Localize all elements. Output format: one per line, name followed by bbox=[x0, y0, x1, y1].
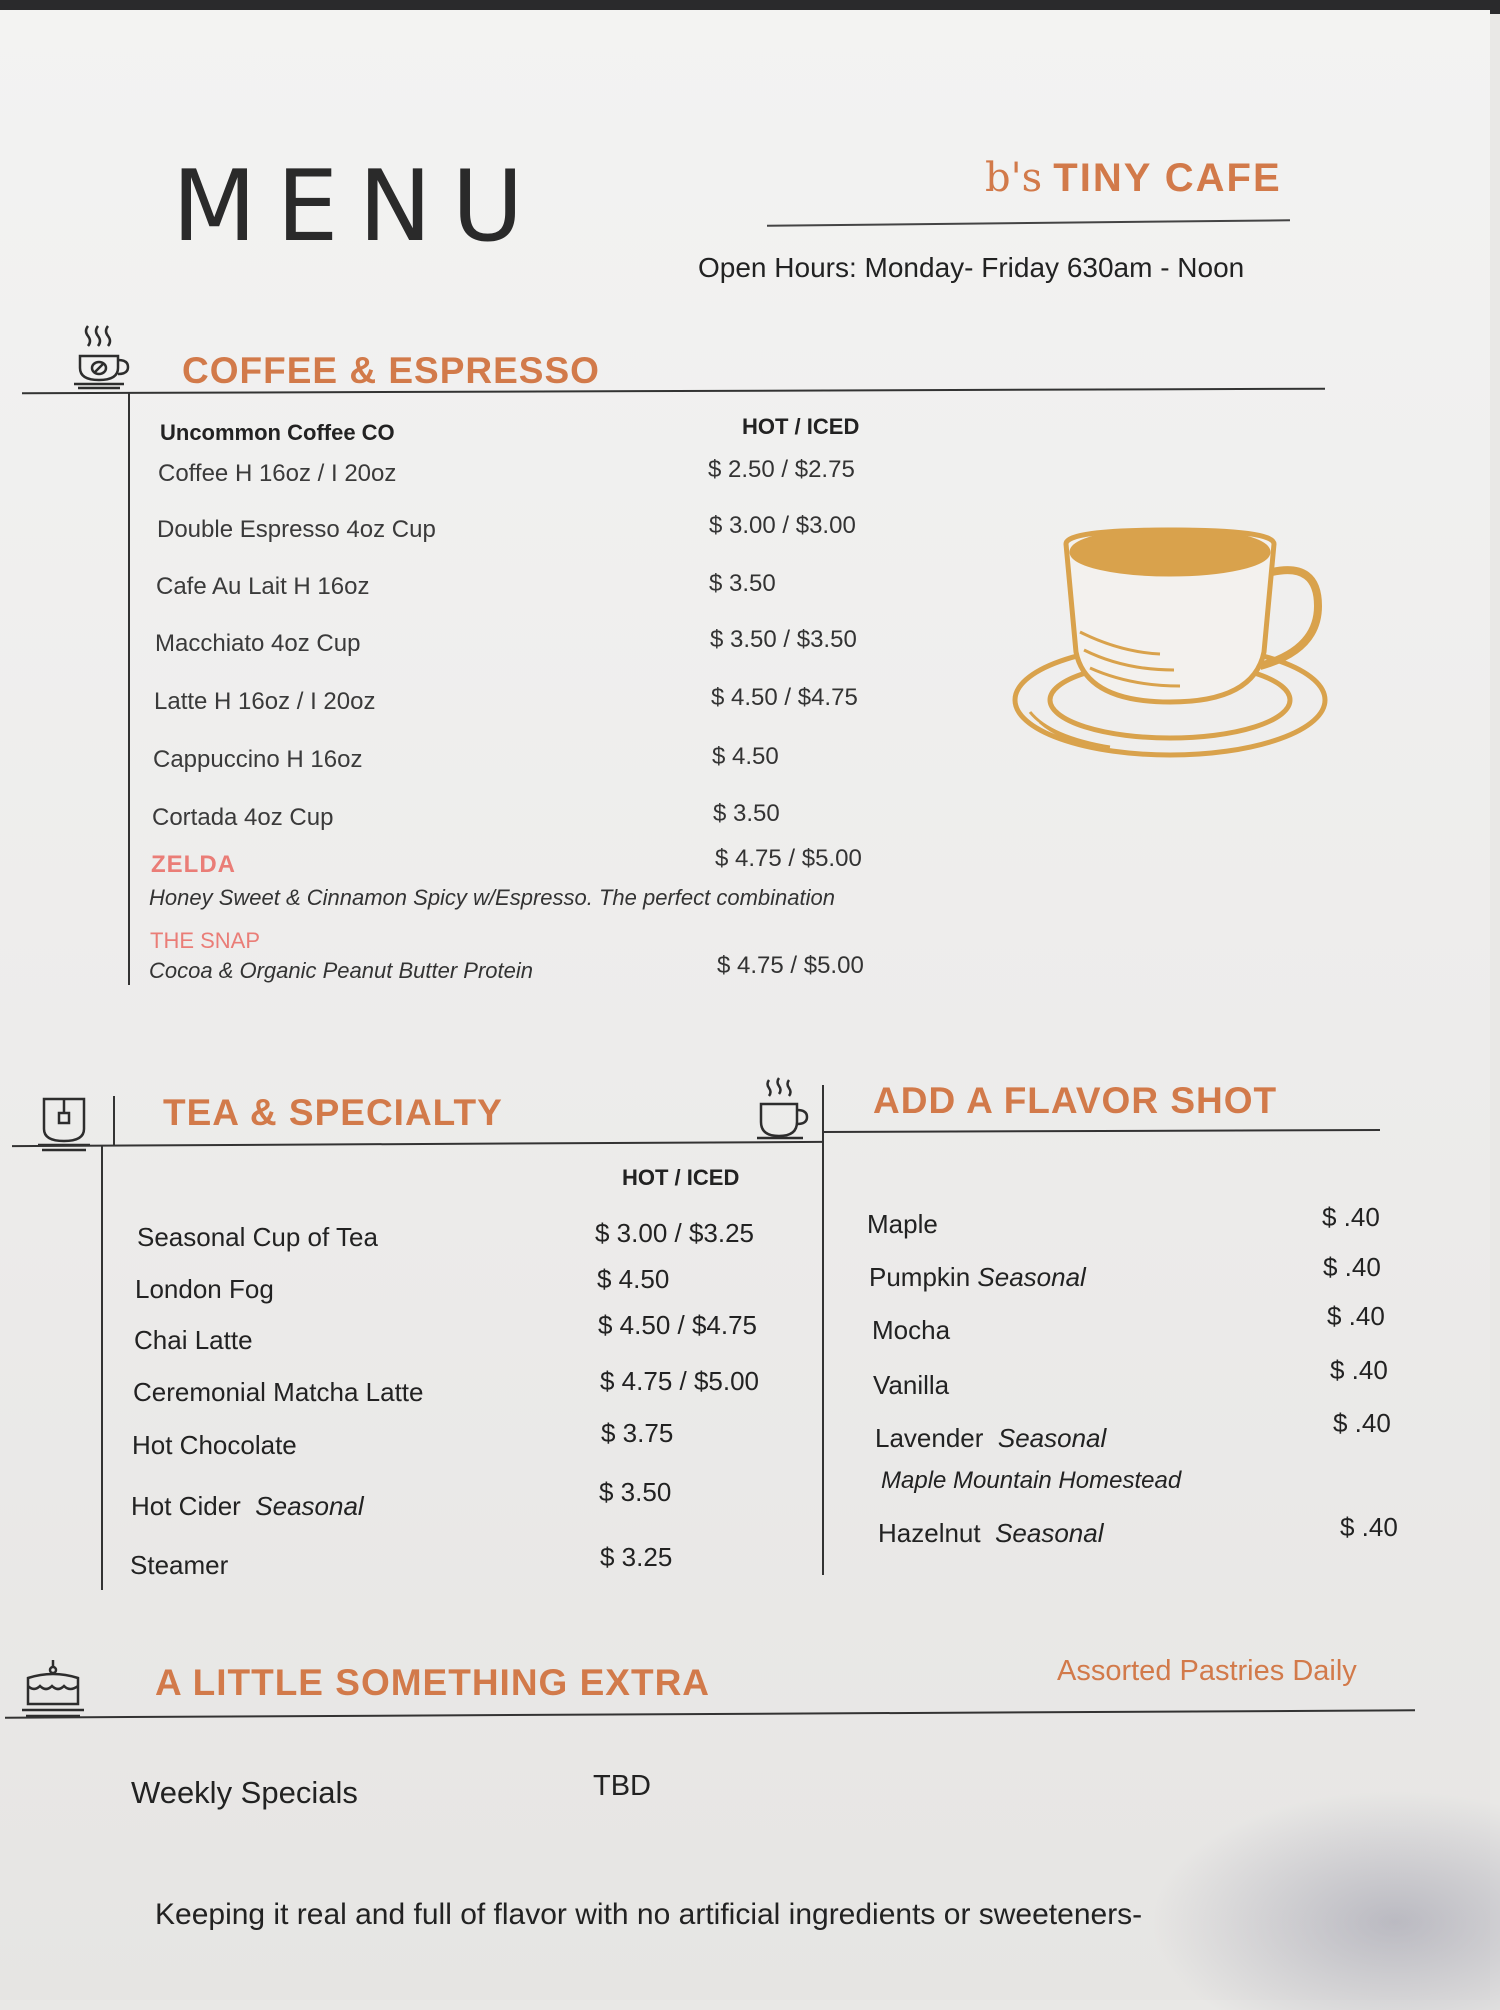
item-price: $ 3.50 bbox=[713, 800, 780, 827]
flavor-name: Mocha bbox=[872, 1315, 951, 1345]
flavor-item bbox=[872, 1315, 950, 1346]
list-item: Coffee H 16oz / I 20oz bbox=[158, 460, 397, 487]
item-price: $ .40 bbox=[1327, 1301, 1385, 1331]
list-item: Cappuccino H 16oz bbox=[153, 746, 363, 773]
brand-name: TINY CAFE bbox=[1053, 156, 1282, 200]
item-price: $ .40 bbox=[1333, 1408, 1391, 1438]
list-item: Latte H 16oz / I 20oz bbox=[154, 688, 376, 715]
item-name: Hot Cider bbox=[131, 1491, 241, 1521]
tea-vertical-rule bbox=[101, 1146, 103, 1590]
flavor-name: Vanilla bbox=[873, 1370, 950, 1400]
list-item: Chai Latte bbox=[134, 1325, 253, 1355]
tea-col-head: HOT / ICED bbox=[622, 1165, 740, 1190]
list-item: Ceremonial Matcha Latte bbox=[133, 1377, 424, 1407]
item-price: $ 2.50 / $2.75 bbox=[708, 456, 855, 483]
item-price: $ 4.50 / $4.75 bbox=[598, 1310, 758, 1340]
snap-description: Cocoa & Organic Peanut Butter Protein bbox=[149, 958, 533, 983]
steaming-cup-icon bbox=[72, 322, 134, 395]
item-price: $ 3.50 bbox=[709, 570, 776, 597]
flavor-name: Pumpkin bbox=[869, 1262, 971, 1292]
snap-price: $ 4.75 / $5.00 bbox=[717, 952, 864, 979]
item-price: $ 3.00 / $3.25 bbox=[595, 1218, 755, 1248]
flavor-item bbox=[867, 1209, 938, 1240]
extra-divider bbox=[5, 1709, 1415, 1718]
list-item: Cafe Au Lait H 16oz bbox=[156, 573, 370, 600]
item-price: $ .40 bbox=[1330, 1355, 1388, 1385]
list-item: Seasonal Cup of Tea bbox=[137, 1222, 378, 1252]
list-item bbox=[131, 1491, 364, 1522]
item-price: $ 3.25 bbox=[600, 1542, 673, 1572]
item-price: $ 4.50 bbox=[712, 743, 779, 770]
tea-icon-rule bbox=[113, 1096, 115, 1146]
item-price: $ .40 bbox=[1340, 1512, 1398, 1542]
zelda-description: Honey Sweet & Cinnamon Spicy w/Espresso. The perfect combination bbox=[149, 885, 835, 910]
flavor-item bbox=[873, 1370, 949, 1401]
roaster-name: Uncommon Coffee CO bbox=[160, 420, 395, 445]
seasonal-note: Seasonal bbox=[997, 1423, 1107, 1453]
list-item: Double Espresso 4oz Cup bbox=[157, 516, 436, 543]
footer-tagline: Keeping it real and full of flavor with no artificial ingredients or sweeteners- bbox=[155, 1898, 1143, 1931]
zelda-name: ZELDA bbox=[151, 851, 236, 878]
flavor-name: Lavender bbox=[875, 1423, 984, 1453]
seasonal-note: Seasonal bbox=[977, 1262, 1086, 1292]
weekly-specials-value: TBD bbox=[593, 1770, 651, 1802]
list-item: Macchiato 4oz Cup bbox=[155, 630, 361, 657]
item-price: $ .40 bbox=[1323, 1252, 1381, 1282]
tea-glass-icon bbox=[36, 1095, 96, 1158]
item-price: $ 4.50 bbox=[597, 1264, 670, 1294]
coffee-mug-icon bbox=[755, 1076, 817, 1147]
brand-prefix: b's bbox=[985, 155, 1043, 201]
coffee-vertical-rule bbox=[128, 393, 130, 985]
flavor-item bbox=[869, 1262, 1086, 1293]
flavor-item bbox=[875, 1423, 1106, 1454]
tea-section-title: TEA & SPECIALTY bbox=[163, 1092, 503, 1133]
seasonal-note: Seasonal bbox=[255, 1491, 364, 1521]
list-item: Steamer bbox=[130, 1550, 229, 1580]
flavor-source: Maple Mountain Homestead bbox=[881, 1467, 1182, 1494]
item-price: $ 3.50 / $3.50 bbox=[710, 626, 857, 653]
item-price: $ 3.75 bbox=[601, 1418, 674, 1448]
pastries-note: Assorted Pastries Daily bbox=[1057, 1655, 1357, 1687]
tea-divider bbox=[12, 1141, 822, 1147]
extra-section-title: A LITTLE SOMETHING EXTRA bbox=[155, 1662, 711, 1703]
item-price: $ .40 bbox=[1322, 1202, 1380, 1232]
flavor-name: Hazelnut bbox=[878, 1518, 981, 1548]
zelda-price: $ 4.75 / $5.00 bbox=[715, 845, 862, 872]
coffee-section-title: COFFEE & ESPRESSO bbox=[182, 350, 600, 391]
open-hours: Open Hours: Monday- Friday 630am - Noon bbox=[698, 252, 1245, 283]
list-item: London Fog bbox=[135, 1274, 274, 1304]
coffee-col-head: HOT / ICED bbox=[742, 414, 860, 439]
item-price: $ 4.75 / $5.00 bbox=[600, 1366, 760, 1396]
flavor-item bbox=[878, 1518, 1104, 1549]
item-price: $ 4.50 / $4.75 bbox=[711, 684, 858, 711]
menu-page bbox=[0, 10, 1490, 2000]
item-price: $ 3.50 bbox=[599, 1477, 672, 1507]
weekly-specials-label: Weekly Specials bbox=[131, 1775, 358, 1810]
flavor-section-title: ADD A FLAVOR SHOT bbox=[873, 1080, 1278, 1121]
list-item: Cortada 4oz Cup bbox=[152, 804, 334, 831]
snap-name: THE SNAP bbox=[150, 928, 261, 953]
flavor-vertical-rule bbox=[822, 1085, 824, 1575]
coffee-cup-illustration bbox=[1010, 522, 1350, 777]
brand-underline bbox=[767, 219, 1290, 226]
photo-shadow bbox=[1150, 1790, 1500, 2010]
list-item: Hot Chocolate bbox=[132, 1430, 297, 1460]
brand-logo bbox=[985, 155, 1282, 201]
flavor-name: Maple bbox=[867, 1209, 938, 1239]
seasonal-note: Seasonal bbox=[995, 1518, 1104, 1548]
page-title: MENU bbox=[172, 150, 544, 264]
flavor-divider bbox=[822, 1129, 1380, 1133]
item-price: $ 3.00 / $3.00 bbox=[709, 512, 856, 539]
